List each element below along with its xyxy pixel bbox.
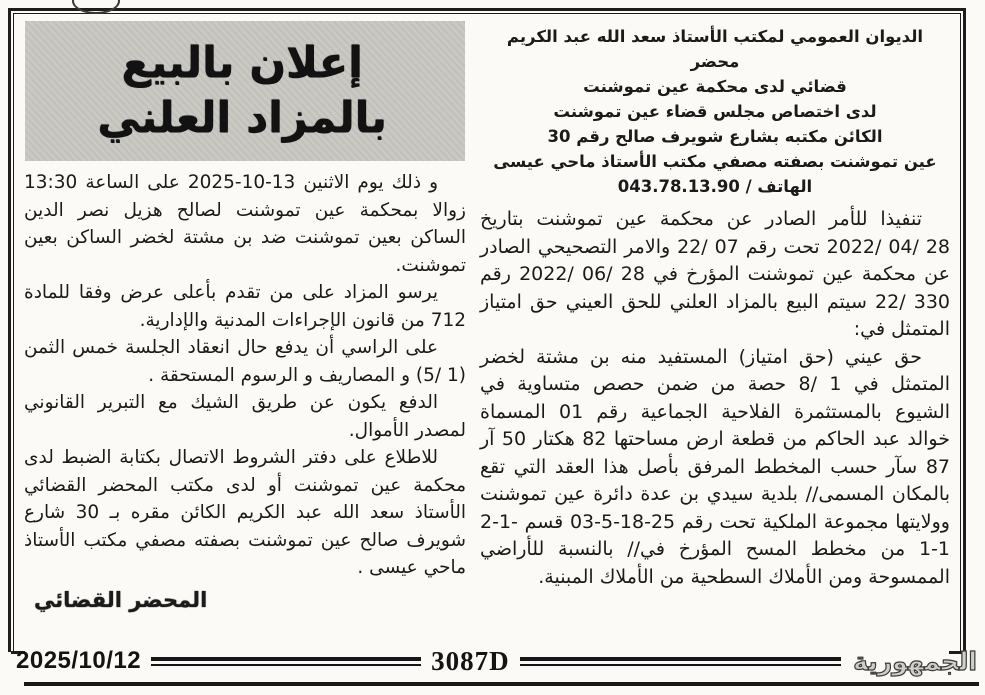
payment-method-paragraph: الدفع يكون عن طريق الشيك مع التبرير القانوني لمصدر الأموال. xyxy=(24,392,466,441)
office-header xyxy=(480,20,950,199)
notice-title-line1: إعلان بالبيع xyxy=(121,38,363,88)
office-header-line: الكائن مكتبه بشارع شويرف صالح رقم 30 xyxy=(547,127,883,146)
office-header-line: عين تموشنت بصفته مصفي مكتب الأستاذ ماحي عيسى xyxy=(493,152,937,171)
auction-datetime-paragraph: و ذلك يوم الاثنين ‪2025-10-13‬ على الساعة 13:30 زوالا بمحكمة عين تموشنت لصالح هزيل نصر الدين الساكن بعين تموشنت ضد بن مشتة لخضر الساكن بعين تموشنت. xyxy=(24,172,466,276)
conditions-contact-paragraph: للاطلاع على دفتر الشروط الاتصال بكتابة الضبط لدى محكمة عين تموشنت أو لدى مكتب المحضر القضائي الأستاذ سعد الله عبد الكريم الكائن مقره بـ 30 شارع شويرف صالح عين تموشنت بصفته مصفي مكتب الأستاذ ماحي عيسى . xyxy=(24,447,466,578)
notice-frame-inner xyxy=(13,13,961,652)
bottom-rule xyxy=(24,682,979,686)
divider-rule-right xyxy=(520,657,841,666)
right-column xyxy=(480,20,950,652)
notice-columns xyxy=(14,14,960,652)
office-header-line: الديوان العمومي لمكتب الأستاذ سعد الله عبد الكريم محضر xyxy=(506,27,924,71)
left-column xyxy=(24,20,466,652)
notice-title xyxy=(25,21,465,161)
newspaper-logo: الجمهورية xyxy=(853,646,977,676)
office-header-line: لدى اختصاص مجلس قضاء عين تموشنت xyxy=(553,102,877,121)
notice-frame xyxy=(8,8,966,652)
execution-order-paragraph: تنفيذا للأمر الصادر عن محكمة عين تموشنت بتاريخ ‪2022/ 04/ 28‬ تحت رقم ‪22/ 07‬ والامر التصحيحي الصادر عن محكمة عين تموشنت المؤرخ في ‪2022/ 06/ 28‬ رقم ‪22/ 330‬ سيتم البيع بالمزاد العلني للحق العيني حق امتياز المتمثل في: xyxy=(480,208,951,340)
notice-reference: 3087D xyxy=(431,645,510,676)
bailiff-signature: المحضر القضائي xyxy=(34,587,208,612)
divider-rule-left xyxy=(151,657,421,666)
footer xyxy=(16,646,977,676)
auction-rules-paragraph: يرسو المزاد على من تقدم بأعلى عرض وفقا للمادة 712 من قانون الإجراءات المدنية والإدارية. xyxy=(24,282,466,331)
payment-fifth-paragraph: على الراسي أن يدفع حال انعقاد الجلسة خمس الثمن ‪(5/ 1)‬ و المصاريف و الرسوم المستحقة . xyxy=(24,337,466,386)
property-description-paragraph: حق عيني (حق امتياز) المستفيد منه بن مشتة لخضر المتمثل في ‪8/ 1‬ حصة من ضمن حصص متساوية في الشيوع بالمستثمرة الفلاحية الجماعية رقم 01 المسماة خوالد عبد الحاكم من قطعة ارض مساحتها 82 هكتار 50 آر 87 سآر حسب المخطط المرفق بأصل هذا العقد التي تقع بالمكان المسمى// بلدية سيدي بن عدة دائرة عين تموشنت وولايتها مجموعة الملكية تحت رقم ‪03-5-18-25‬ قسم ‪2-1-1-1‬ من مخطط المسح المؤرخ في// بالنسبة للأراضي الممسوحة ومن الأملاك السطحية من الأملاك المبنية. xyxy=(480,345,951,588)
office-header-line: قضائي لدى محكمة عين تموشنت xyxy=(583,77,847,96)
publication-date: 2025/10/12 xyxy=(16,647,142,674)
notice-title-line2: بالمزاد العلني xyxy=(97,93,387,143)
office-header-phone: الهاتف / 043.78.13.90 xyxy=(617,177,813,196)
